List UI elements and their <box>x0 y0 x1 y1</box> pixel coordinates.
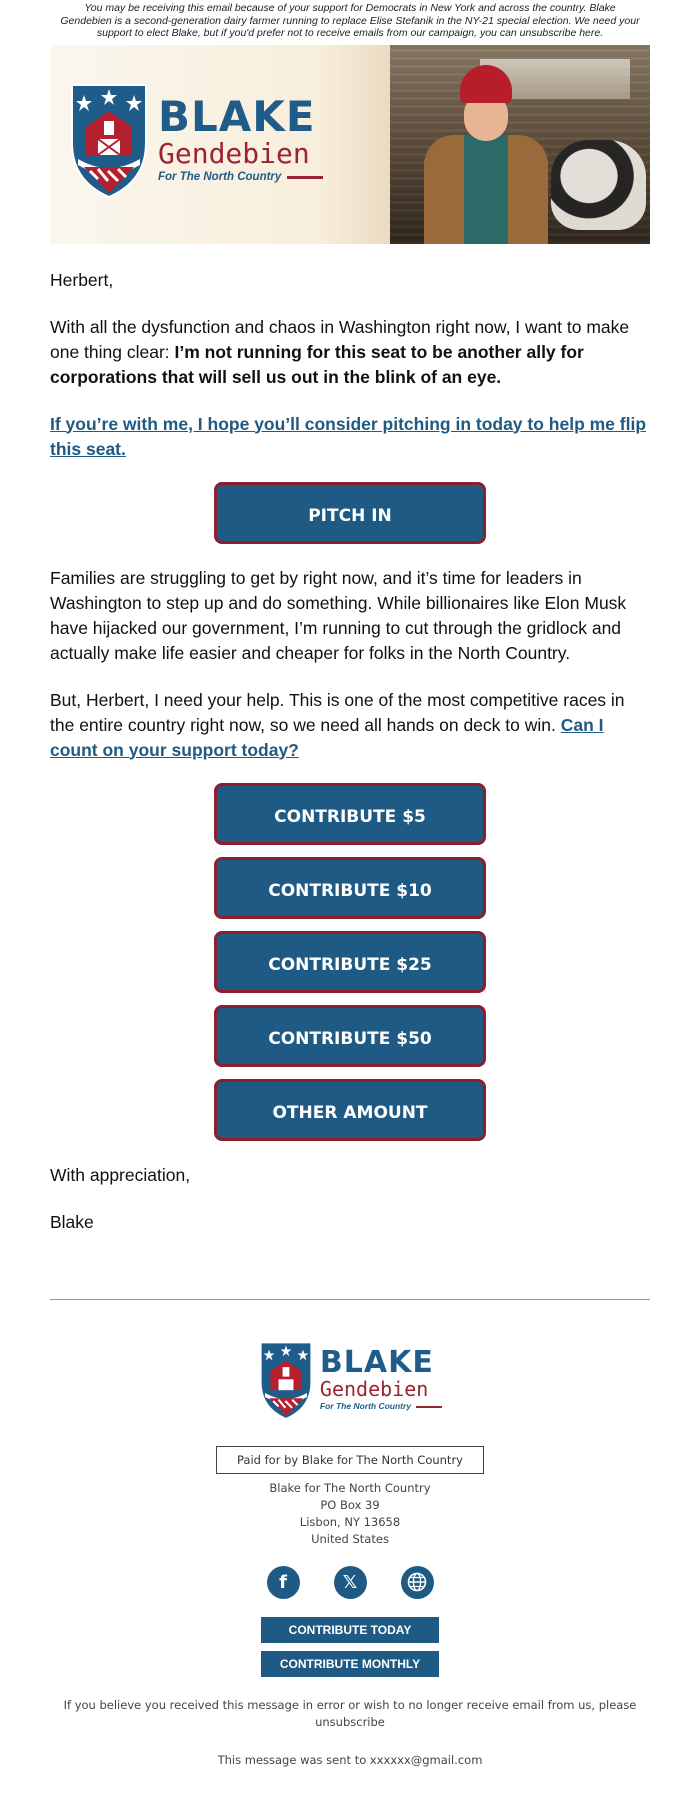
address-line: United States <box>311 1531 389 1546</box>
greeting: Herbert, <box>50 269 114 290</box>
contribute-25-button[interactable]: CONTRIBUTE $25 <box>214 931 486 993</box>
paragraph-intro-bold: I’m not running for this seat to be another ally for corporations that will sell us out in the blink of an eye. <box>50 341 584 387</box>
globe-icon[interactable] <box>401 1566 434 1599</box>
footer-logo-name-top: BLAKE <box>319 1345 434 1381</box>
candidate-photo <box>420 65 550 244</box>
logo-rule <box>287 176 323 179</box>
sent-to-notice: This message was sent to xxxxxx@gmail.com <box>217 1752 483 1767</box>
footer-divider <box>50 1299 650 1300</box>
address-line: Lisbon, NY 13658 <box>299 1514 401 1529</box>
contribution-buttons <box>50 783 650 1141</box>
unsubscribe-notice[interactable]: If you believe you received this message in error or wish to no longer receive email from us, please unsubscribe <box>63 1697 637 1729</box>
campaign-logo <box>68 81 323 199</box>
pitch-in-button[interactable]: PITCH IN <box>214 482 486 544</box>
support-link[interactable]: Can I count on your support today? <box>50 714 604 760</box>
paragraph-families: Families are struggling to get by right now, and it’s time for leaders in Washington to step up and do something. While billionaires like Elon Musk have hijacked our government, I’m running to cut through the gridlock and actually make life easier and cheaper for folks in the North Country. <box>50 567 627 663</box>
contribute-5-button[interactable]: CONTRIBUTE $5 <box>214 783 486 845</box>
logo-name-top: BLAKE <box>158 91 316 141</box>
contribute-today-button[interactable]: CONTRIBUTE TODAY <box>261 1617 439 1643</box>
other-amount-button[interactable]: OTHER AMOUNT <box>214 1079 486 1141</box>
closing: With appreciation, <box>50 1164 191 1185</box>
cow-image <box>551 140 646 230</box>
address-line: PO Box 39 <box>320 1497 380 1512</box>
paragraph-help <box>50 688 650 763</box>
logo-tagline: For The North Country <box>158 170 282 183</box>
footer-barn-badge-icon <box>258 1340 314 1420</box>
paragraph-intro <box>50 315 650 390</box>
contribute-10-button[interactable]: CONTRIBUTE $10 <box>214 857 486 919</box>
hero-banner <box>50 45 650 244</box>
barn-badge-icon <box>68 81 150 199</box>
signature: Blake <box>50 1211 94 1232</box>
footer <box>50 1340 650 1767</box>
logo-name-bottom: Gendebien <box>158 136 310 170</box>
facebook-icon[interactable]: f <box>267 1566 300 1599</box>
footer-logo-name-bottom: Gendebien <box>319 1377 429 1402</box>
paid-for-box: Paid for by Blake for The North Country <box>216 1446 484 1474</box>
social-links <box>50 1566 650 1599</box>
paragraph-intro-text: With all the dysfunction and chaos in Washington right now, I want to make one thing clear: <box>50 316 630 362</box>
footer-logo-rule <box>416 1406 442 1408</box>
paragraph-help-text: But, Herbert, I need your help. This is one of the most competitive races in the entire country right now, so we need all hands on deck to win. <box>50 689 625 735</box>
footer-logo-tagline: For The North Country <box>319 1401 412 1412</box>
mailing-address <box>50 1480 650 1548</box>
contribute-monthly-button[interactable]: CONTRIBUTE MONTHLY <box>261 1651 439 1677</box>
contribute-50-button[interactable]: CONTRIBUTE $50 <box>214 1005 486 1067</box>
footer-logo <box>258 1340 442 1420</box>
x-icon[interactable]: 𝕏 <box>334 1566 367 1599</box>
pitch-in-link[interactable]: If you’re with me, I hope you’ll consider pitching in today to help me flip this seat. <box>50 413 647 459</box>
email-disclaimer: You may be receiving this email because of your support for Democrats in New York and across the country. Blake Gendebien is a second-generation dairy farmer running to replace Elise Stefanik in the NY-21 special election. We need your support to elect Blake, but if you'd prefer not to receive emails from our campaign, you can unsubscribe here. <box>60 2 640 39</box>
address-line: Blake for The North Country <box>269 1480 431 1495</box>
